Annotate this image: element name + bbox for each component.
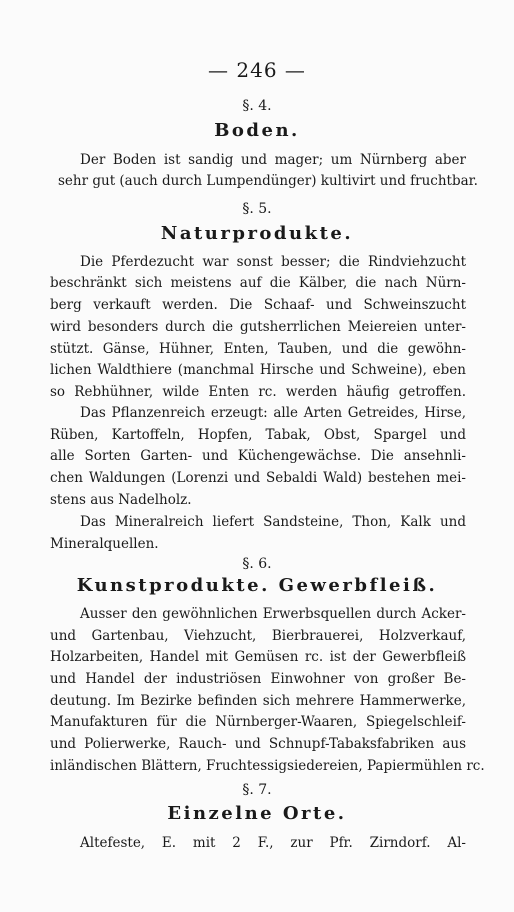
section-5-line-6: lichen Waldthiere (manchmal Hirsche und Schweine), eben	[50, 362, 466, 378]
section-6-line-8: inländischen Blättern, Fruchtessigsiedereien, Papiermühlen rc.	[50, 758, 485, 774]
section-6-line-7: und Polierwerke, Rauch- und Schnupf-Tabaksfabriken aus	[50, 736, 466, 752]
section-4-number: §. 4.	[242, 98, 272, 114]
section-5-line-3: berg verkauft werden. Die Schaaf- und Schweinszucht	[50, 297, 466, 313]
section-6-line-6: Manufakturen für die Nürnberger-Waaren, Spiegelschleif-	[50, 714, 466, 730]
section-6-line-5: deutung. Im Bezirke befinden sich mehrere Hammerwerke,	[50, 693, 466, 709]
section-4-title: Boden.	[214, 120, 300, 141]
section-5-line-10: alle Sorten Garten- und Küchengewächse. Die ansehnli-	[50, 448, 466, 464]
section-5-line-7: so Rebhühner, wilde Enten rc. werden häufig getroffen.	[50, 384, 466, 400]
section-5-line-4: wird besonders durch die gutsherrlichen Meiereien unter-	[50, 319, 466, 335]
section-6-line-2: und Gartenbau, Viehzucht, Bierbrauerei, Holzverkauf,	[50, 628, 466, 644]
section-7-number: §. 7.	[242, 782, 272, 798]
section-5-line-9: Rüben, Kartoffeln, Hopfen, Tabak, Obst, Spargel und	[50, 427, 466, 443]
section-5-line-2: beschränkt sich meistens auf die Kälber, die nach Nürn-	[50, 275, 466, 291]
section-5-line-13: Das Mineralreich liefert Sandsteine, Thon, Kalk und	[80, 514, 466, 530]
section-5-line-1: Die Pferdezucht war sonst besser; die Rindviehzucht	[80, 254, 466, 270]
section-5-line-12: stens aus Nadelholz.	[50, 492, 192, 508]
section-5-line-8: Das Pflanzenreich erzeugt: alle Arten Getreides, Hirse,	[80, 405, 466, 421]
section-5-line-11: chen Waldungen (Lorenzi und Sebaldi Wald) bestehen mei-	[50, 470, 466, 486]
section-5-line-5: stützt. Gänse, Hühner, Enten, Tauben, und die gewöhn-	[50, 341, 466, 357]
section-5-line-14: Mineralquellen.	[50, 536, 159, 552]
section-7-line-1: Altefeste, E. mit 2 F., zur Pfr. Zirndorf. Al-	[80, 835, 466, 851]
section-4-line-1: Der Boden ist sandig und mager; um Nürnberg aber	[80, 152, 466, 168]
section-5-number: §. 5.	[242, 201, 272, 217]
section-6-line-4: und Handel der industriösen Einwohner von großer Be-	[50, 671, 466, 687]
section-6-line-1: Ausser den gewöhnlichen Erwerbsquellen durch Acker-	[80, 606, 466, 622]
section-5-title: Naturprodukte.	[160, 223, 354, 244]
section-4-line-2: sehr gut (auch durch Lumpendünger) kultivirt und fruchtbar.	[58, 173, 478, 189]
section-7-title: Einzelne Orte.	[167, 803, 347, 824]
section-6-line-3: Holzarbeiten, Handel mit Gemüsen rc. ist der Gewerbfleiß	[50, 649, 466, 665]
section-6-title: Kunstprodukte. Gewerbfleiß.	[76, 575, 438, 596]
section-6-number: §. 6.	[242, 556, 272, 572]
page-number: — 246 —	[208, 58, 306, 82]
